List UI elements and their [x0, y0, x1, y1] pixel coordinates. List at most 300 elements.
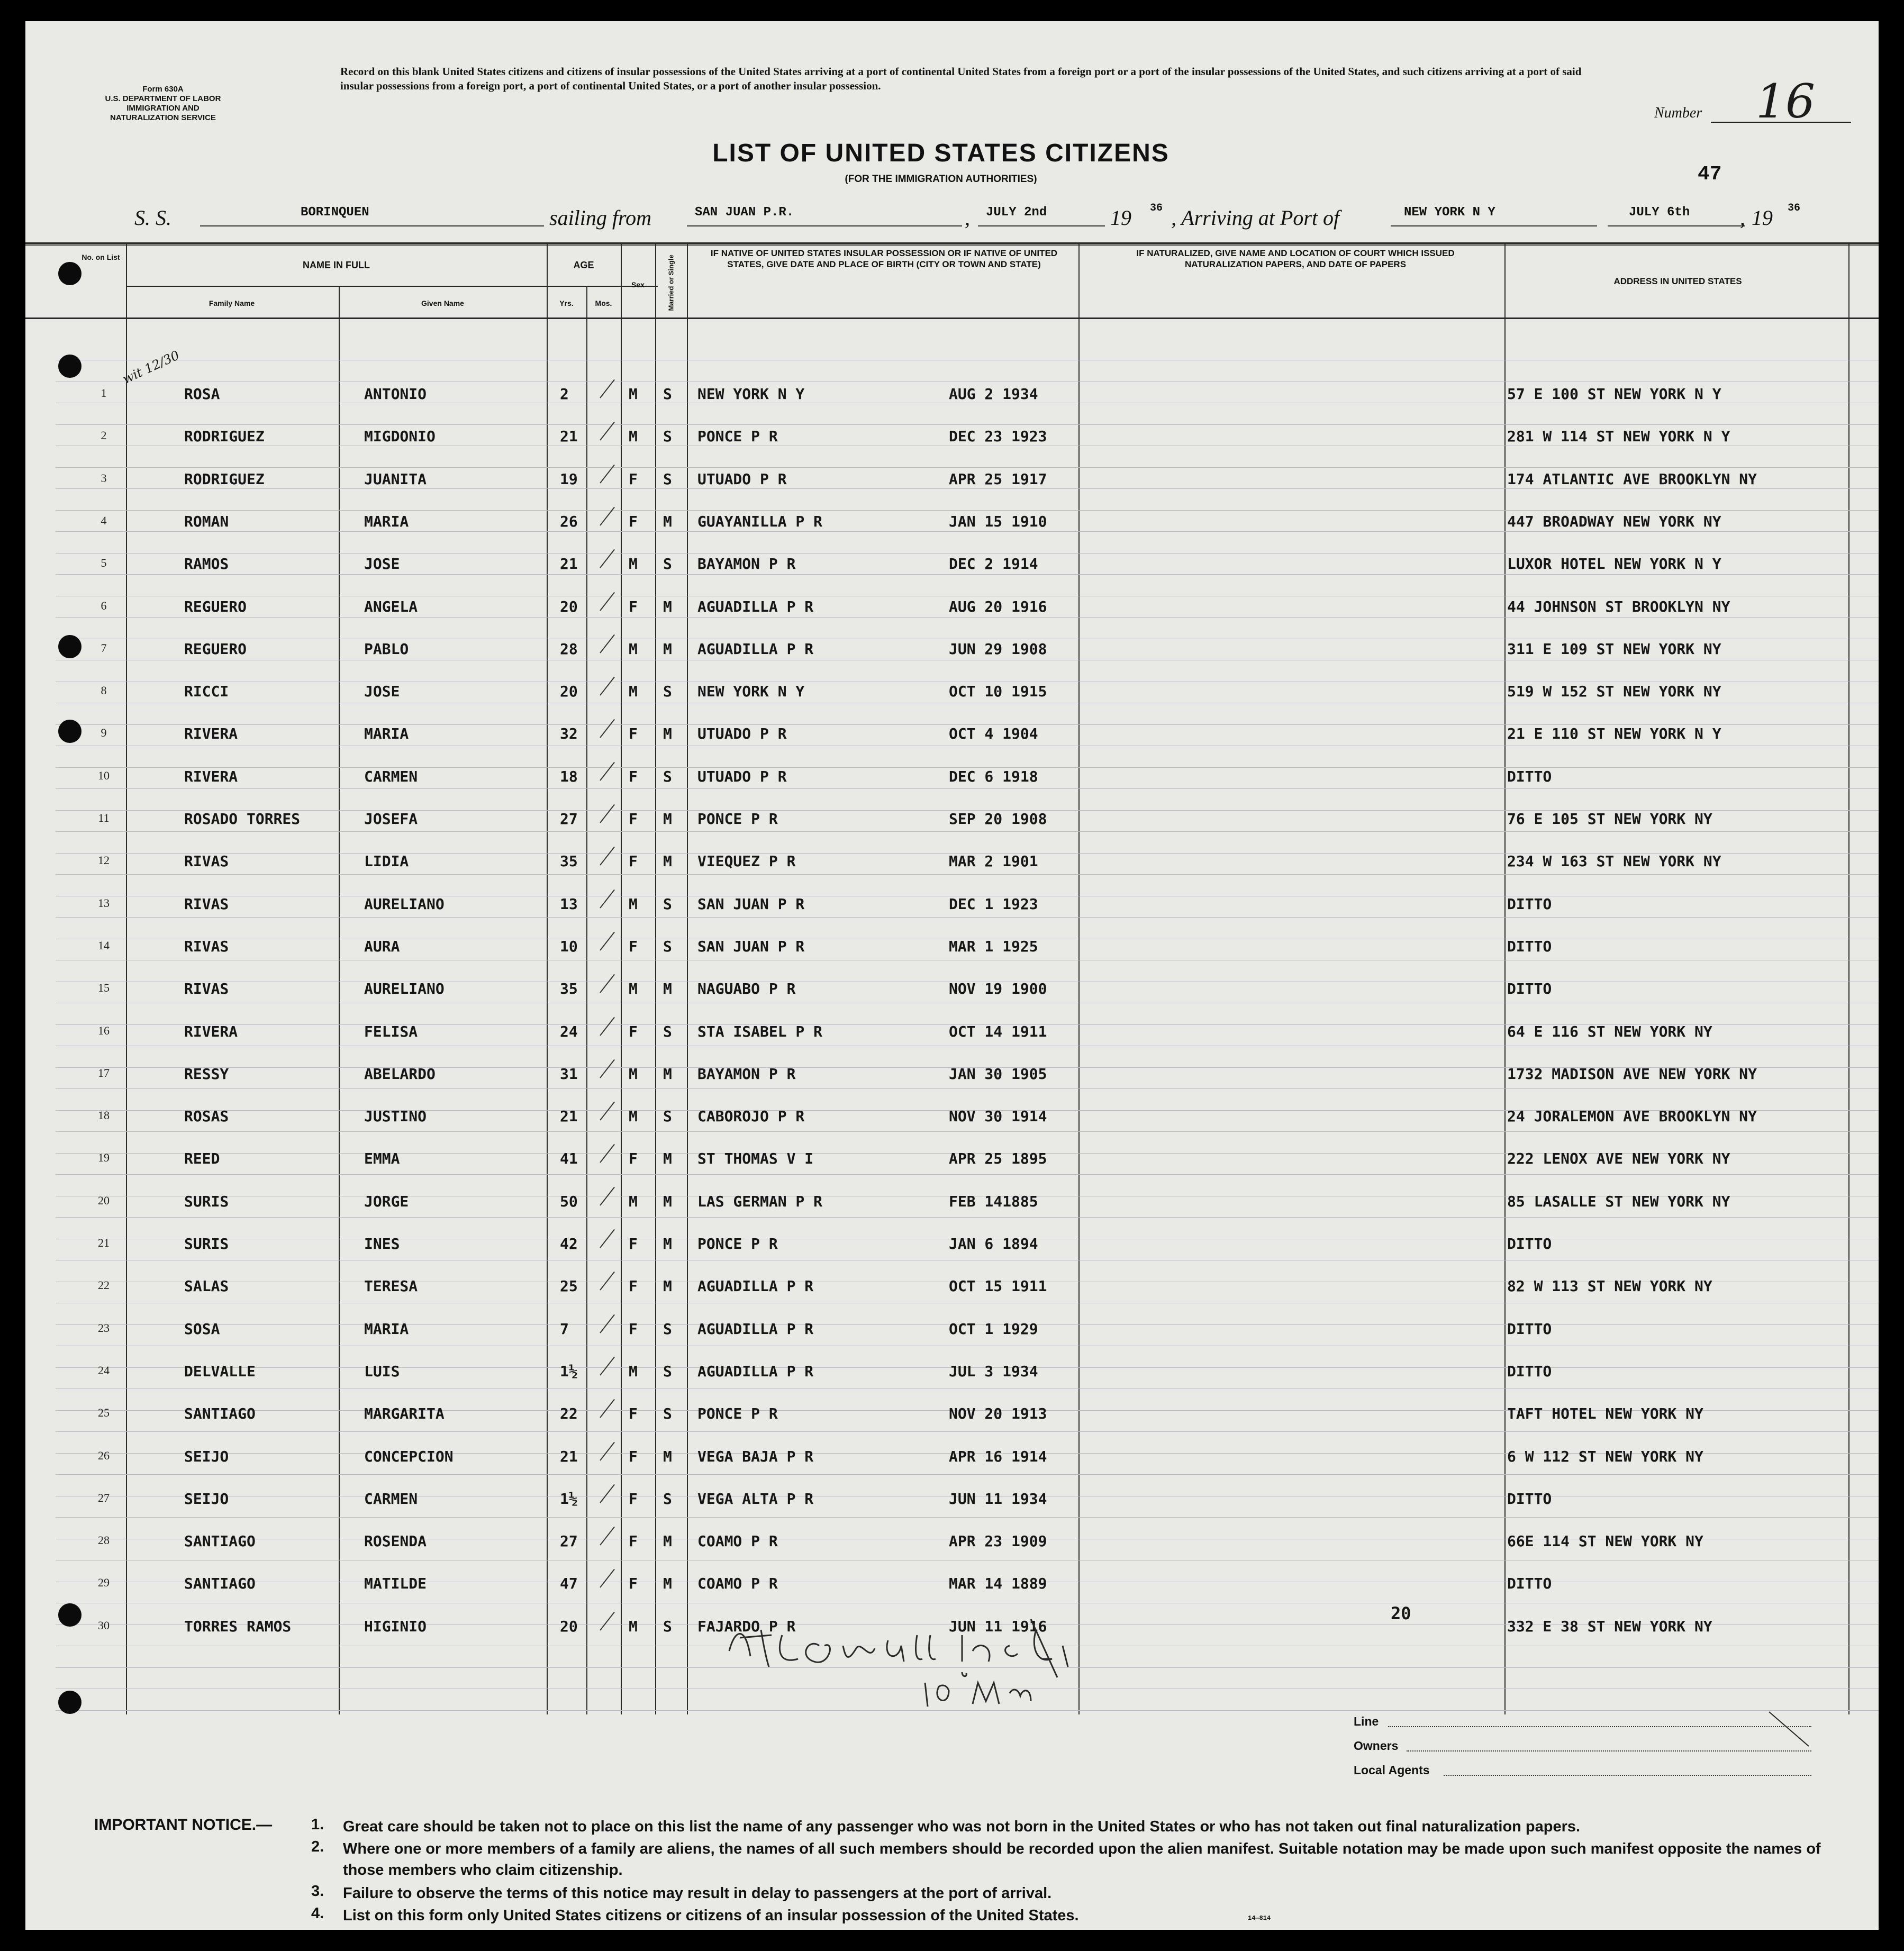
given-name: AURELIANO: [364, 980, 445, 997]
given-name: JOSEFA: [364, 810, 418, 828]
table-top-border-2: [25, 244, 1879, 246]
age-years: 26: [560, 513, 578, 530]
marital-status: M: [663, 1532, 672, 1550]
sex: M: [629, 640, 638, 658]
us-address: 85 LASALLE ST NEW YORK NY: [1507, 1193, 1730, 1210]
header-name-in-full: NAME IN FULL: [303, 260, 370, 270]
birth-place: SAN JUAN P R: [697, 895, 805, 913]
sex: F: [629, 1575, 638, 1592]
family-name: ROMAN: [184, 513, 229, 530]
ruled-line: [56, 1217, 1879, 1218]
given-name: INES: [364, 1235, 400, 1253]
ruled-line: [56, 831, 1879, 832]
age-subheader-line: [547, 286, 621, 287]
family-name: SEIJO: [184, 1448, 229, 1465]
row-number: 16: [98, 1024, 110, 1037]
check-mark: [600, 1272, 615, 1291]
us-address: 44 JOHNSON ST BROOKLYN NY: [1507, 598, 1730, 615]
birth-place: VEGA BAJA P R: [697, 1448, 814, 1465]
sex: M: [629, 555, 638, 573]
given-name: CARMEN: [364, 1490, 418, 1508]
birth-place: NEW YORK N Y: [697, 385, 805, 403]
family-name: ROSAS: [184, 1108, 229, 1125]
check-mark: [600, 592, 615, 611]
us-address: 519 W 152 ST NEW YORK NY: [1507, 683, 1721, 700]
marital-status: M: [663, 1448, 672, 1465]
us-address: 76 E 105 ST NEW YORK NY: [1507, 810, 1712, 828]
sail-date: JULY 2nd: [986, 205, 1047, 220]
given-name: CARMEN: [364, 768, 418, 785]
ruled-line: [56, 1088, 1879, 1089]
birth-place: AGUADILLA P R: [697, 640, 814, 658]
sex: F: [629, 598, 638, 615]
birth-place: AGUADILLA P R: [697, 1277, 814, 1295]
age-years: 21: [560, 1108, 578, 1125]
marital-status: M: [663, 1150, 672, 1167]
line-field[interactable]: [1388, 1726, 1811, 1727]
given-name: CONCEPCION: [364, 1448, 454, 1465]
birth-date: APR 23 1909: [949, 1532, 1047, 1550]
row-number: 21: [98, 1236, 110, 1249]
year-prefix: 19: [1110, 206, 1131, 230]
marital-status: M: [663, 1193, 672, 1210]
marital-status: M: [663, 1235, 672, 1253]
check-mark: [600, 890, 615, 909]
row-number: 29: [98, 1576, 110, 1589]
given-name: LUIS: [364, 1363, 400, 1380]
given-name: ABELARDO: [364, 1065, 436, 1083]
age-years: 1½: [560, 1363, 578, 1380]
col-divider-birth: [1078, 243, 1080, 1714]
given-name: PABLO: [364, 640, 409, 658]
sex: F: [629, 513, 638, 530]
birth-place: LAS GERMAN P R: [697, 1193, 823, 1210]
birth-date: DEC 2 1914: [949, 555, 1038, 573]
birth-place: BAYAMON P R: [697, 555, 796, 573]
us-address: 281 W 114 ST NEW YORK N Y: [1507, 428, 1730, 445]
check-mark: [600, 719, 615, 738]
sex: F: [629, 1320, 638, 1338]
birth-place: COAMO P R: [697, 1532, 778, 1550]
birth-date: APR 25 1895: [949, 1150, 1047, 1167]
stamp-47: 47: [1698, 163, 1722, 186]
birth-date: OCT 10 1915: [949, 683, 1047, 700]
punch-hole: [58, 720, 81, 743]
sex: M: [629, 428, 638, 445]
birth-place: BAYAMON P R: [697, 1065, 796, 1083]
row-number: 7: [101, 641, 107, 655]
ruled-line: [56, 1517, 1879, 1518]
birth-place: ST THOMAS V I: [697, 1150, 814, 1167]
service-line-1: IMMIGRATION AND: [126, 104, 200, 113]
check-mark: [600, 762, 615, 781]
manifest-sheet: [25, 21, 1879, 1930]
birth-date: AUG 2 1934: [949, 385, 1038, 403]
marital-status: M: [663, 852, 672, 870]
birth-place: PONCE P R: [697, 1405, 778, 1422]
age-years: 18: [560, 768, 578, 785]
given-name: AURA: [364, 938, 400, 955]
family-name: SALAS: [184, 1277, 229, 1295]
family-name: REED: [184, 1150, 220, 1167]
inspector-signature: [713, 1609, 1190, 1709]
birth-place: UTUADO P R: [697, 725, 787, 742]
arriving-label: , Arriving at Port of: [1171, 206, 1340, 230]
given-name: JOSE: [364, 683, 400, 700]
sex: F: [629, 938, 638, 955]
sex: F: [629, 768, 638, 785]
sex: M: [629, 980, 638, 997]
age-years: 21: [560, 555, 578, 573]
ship-name: BORINQUEN: [301, 205, 369, 220]
marital-status: S: [663, 385, 672, 403]
us-address: 234 W 163 ST NEW YORK NY: [1507, 852, 1721, 870]
birth-date: OCT 14 1911: [949, 1023, 1047, 1040]
marital-status: S: [663, 683, 672, 700]
us-address: LUXOR HOTEL NEW YORK N Y: [1507, 555, 1721, 573]
ruled-line: [56, 1710, 1879, 1711]
row-number: 26: [98, 1449, 110, 1462]
given-name: ANTONIO: [364, 385, 427, 403]
age-years: 20: [560, 598, 578, 615]
sex: F: [629, 810, 638, 828]
given-name: MIGDONIO: [364, 428, 436, 445]
sex: F: [629, 1490, 638, 1508]
row-number: 2: [101, 429, 107, 442]
age-years: 27: [560, 1532, 578, 1550]
family-name: RIVAS: [184, 852, 229, 870]
us-address: 6 W 112 ST NEW YORK NY: [1507, 1448, 1703, 1465]
local-agents-field[interactable]: [1444, 1775, 1811, 1776]
print-code: 14—814: [1248, 1914, 1271, 1922]
age-years: 35: [560, 852, 578, 870]
sex: F: [629, 470, 638, 488]
birth-place: UTUADO P R: [697, 470, 787, 488]
birth-date: DEC 6 1918: [949, 768, 1038, 785]
age-years: 7: [560, 1320, 569, 1338]
marital-status: S: [663, 1320, 672, 1338]
age-years: 42: [560, 1235, 578, 1253]
given-name: LIDIA: [364, 852, 409, 870]
birth-place: NAGUABO P R: [697, 980, 796, 997]
check-mark: [600, 1102, 615, 1121]
age-years: 27: [560, 810, 578, 828]
service-line-2: NATURALIZATION SERVICE: [110, 113, 216, 122]
birth-date: NOV 30 1914: [949, 1108, 1047, 1125]
birth-place: UTUADO P R: [697, 768, 787, 785]
family-name: DELVALLE: [184, 1363, 256, 1380]
row-number: 20: [98, 1194, 110, 1207]
arrival-date: JULY 6th: [1629, 205, 1690, 220]
col-divider-no: [126, 243, 127, 1714]
sex: F: [629, 1448, 638, 1465]
birth-date: JAN 30 1905: [949, 1065, 1047, 1083]
marital-status: S: [663, 768, 672, 785]
notice-heading: IMPORTANT NOTICE.—: [94, 1816, 273, 1834]
local-agents-label: Local Agents: [1354, 1763, 1430, 1777]
row-number: 3: [101, 471, 107, 485]
check-mark: [600, 1059, 615, 1078]
family-name: TORRES RAMOS: [184, 1618, 292, 1635]
sex: F: [629, 1235, 638, 1253]
birth-date: OCT 1 1929: [949, 1320, 1038, 1338]
us-address: DITTO: [1507, 938, 1552, 955]
family-name: SURIS: [184, 1235, 229, 1253]
notice-item-4: List on this form only United States citizens or citizens of an insular possession of the United States.: [343, 1907, 1079, 1924]
ruled-line: [56, 467, 1879, 468]
age-years: 20: [560, 683, 578, 700]
row-number: 25: [98, 1406, 110, 1419]
age-years: 28: [560, 640, 578, 658]
marital-status: S: [663, 1405, 672, 1422]
notice-num-3: 3.: [311, 1883, 324, 1900]
birth-place: SAN JUAN P R: [697, 938, 805, 955]
ruled-line: [56, 424, 1879, 425]
birth-date: OCT 4 1904: [949, 725, 1038, 742]
us-address: 332 E 38 ST NEW YORK NY: [1507, 1618, 1712, 1635]
us-address: TAFT HOTEL NEW YORK NY: [1507, 1405, 1703, 1422]
arrival-port: NEW YORK N Y: [1404, 205, 1495, 220]
birth-date: JUN 11 1934: [949, 1490, 1047, 1508]
given-name: MARGARITA: [364, 1405, 445, 1422]
check-mark: [600, 1442, 615, 1461]
ruled-line: [56, 531, 1879, 532]
header-given-name: Given Name: [421, 299, 464, 307]
birth-place: PONCE P R: [697, 1235, 778, 1253]
birth-date: NOV 19 1900: [949, 980, 1047, 997]
age-years: 50: [560, 1193, 578, 1210]
marital-status: M: [663, 980, 672, 997]
given-name: ANGELA: [364, 598, 418, 615]
us-address: DITTO: [1507, 1363, 1552, 1380]
us-address: 311 E 109 ST NEW YORK NY: [1507, 640, 1721, 658]
col-divider-yrs: [586, 286, 587, 1714]
ss-label: S. S.: [134, 206, 171, 230]
from-port: SAN JUAN P.R.: [695, 205, 794, 220]
check-mark: [600, 1612, 615, 1631]
family-name: ROSA: [184, 385, 220, 403]
age-years: 35: [560, 980, 578, 997]
birth-date: MAR 14 1889: [949, 1575, 1047, 1592]
pen-stroke: [1766, 1709, 1819, 1752]
sex: M: [629, 1618, 638, 1635]
birth-date: MAR 1 1925: [949, 938, 1038, 955]
check-mark: [600, 932, 615, 951]
us-address: DITTO: [1507, 1575, 1552, 1592]
ruled-line: [56, 488, 1879, 489]
marital-status: S: [663, 555, 672, 573]
row-number: 28: [98, 1533, 110, 1547]
row-number: 9: [101, 726, 107, 739]
age-years: 1½: [560, 1490, 578, 1508]
us-address: 57 E 100 ST NEW YORK N Y: [1507, 385, 1721, 403]
row-number: 17: [98, 1066, 110, 1079]
check-mark: [600, 1569, 615, 1588]
department: U.S. DEPARTMENT OF LABOR: [105, 94, 221, 103]
birth-place: AGUADILLA P R: [697, 1363, 814, 1380]
punch-hole: [58, 262, 81, 285]
marital-status: M: [663, 1065, 672, 1083]
sail-year: 36: [1150, 202, 1163, 214]
birth-date: APR 25 1917: [949, 470, 1047, 488]
row-number: 22: [98, 1278, 110, 1292]
header-address: ADDRESS IN UNITED STATES: [1613, 276, 1742, 286]
punch-hole: [58, 1603, 81, 1627]
sex: F: [629, 852, 638, 870]
owners-field[interactable]: [1407, 1750, 1811, 1752]
family-name: SANTIAGO: [184, 1575, 256, 1592]
form-number: Form 630A: [142, 85, 184, 94]
marital-status: M: [663, 598, 672, 615]
age-years: 10: [560, 938, 578, 955]
us-address: DITTO: [1507, 1320, 1552, 1338]
check-mark: [600, 1399, 615, 1418]
ruled-line: [56, 617, 1879, 618]
row-number: 6: [101, 599, 107, 612]
sex: M: [629, 895, 638, 913]
birth-date: AUG 20 1916: [949, 598, 1047, 615]
col-divider-age: [621, 243, 622, 1714]
us-address: DITTO: [1507, 1490, 1552, 1508]
us-address: 64 E 116 ST NEW YORK NY: [1507, 1023, 1712, 1040]
age-years: 13: [560, 895, 578, 913]
age-years: 31: [560, 1065, 578, 1083]
marital-status: M: [663, 640, 672, 658]
sail-date-underline: [978, 225, 1105, 226]
us-address: 24 JORALEMON AVE BROOKLYN NY: [1507, 1108, 1757, 1125]
punch-hole: [58, 355, 81, 378]
age-years: 21: [560, 1448, 578, 1465]
row-number: 5: [101, 556, 107, 569]
row-number: 10: [98, 769, 110, 782]
marital-status: S: [663, 1618, 672, 1635]
birth-date: JAN 15 1910: [949, 513, 1047, 530]
birth-place: AGUADILLA P R: [697, 598, 814, 615]
form-id-block: [73, 85, 253, 123]
given-name: FELISA: [364, 1023, 418, 1040]
family-name: SANTIAGO: [184, 1532, 256, 1550]
ship-underline: [200, 225, 544, 226]
table-top-border: [25, 242, 1879, 244]
check-mark: [600, 1527, 615, 1546]
sex: M: [629, 1108, 638, 1125]
col-divider-given: [547, 243, 548, 1714]
family-name: RIVAS: [184, 895, 229, 913]
family-name: RIVAS: [184, 938, 229, 955]
page-title: LIST OF UNITED STATES CITIZENS: [712, 139, 1169, 167]
family-name: REGUERO: [184, 598, 247, 615]
us-address: 174 ATLANTIC AVE BROOKLYN NY: [1507, 470, 1757, 488]
notice-num-4: 4.: [311, 1905, 324, 1922]
marital-status: S: [663, 470, 672, 488]
punch-hole: [58, 635, 81, 658]
total-count: 20: [1391, 1603, 1411, 1623]
birth-place: PONCE P R: [697, 810, 778, 828]
age-years: 47: [560, 1575, 578, 1592]
birth-place: VEGA ALTA P R: [697, 1490, 814, 1508]
given-name: EMMA: [364, 1150, 400, 1167]
birth-date: DEC 1 1923: [949, 895, 1038, 913]
list-number: 16: [1756, 74, 1815, 129]
header-mos: Mos.: [595, 299, 612, 307]
family-name: RIVERA: [184, 768, 238, 785]
age-years: 25: [560, 1277, 578, 1295]
age-years: 19: [560, 470, 578, 488]
marital-status: S: [663, 1108, 672, 1125]
age-years: 21: [560, 428, 578, 445]
row-number: 14: [98, 939, 110, 952]
family-name: SURIS: [184, 1193, 229, 1210]
marital-status: M: [663, 1575, 672, 1592]
given-name: AURELIANO: [364, 895, 445, 913]
row-number: 8: [101, 684, 107, 697]
header-family-name: Family Name: [208, 299, 255, 307]
family-name: RIVAS: [184, 980, 229, 997]
given-name: MARIA: [364, 725, 409, 742]
notice-item-1: Great care should be taken not to place on this list the name of any passenger who was not born in the United States or who has not taken out final naturalization papers.: [343, 1818, 1581, 1835]
row-number: 27: [98, 1491, 110, 1504]
birth-place: PONCE P R: [697, 428, 778, 445]
header-bottom-border: [25, 317, 1879, 319]
header-sex: Sex: [631, 280, 645, 289]
check-mark: [600, 549, 615, 568]
us-address: DITTO: [1507, 895, 1552, 913]
check-mark: [600, 847, 615, 866]
family-name: RODRIGUEZ: [184, 470, 265, 488]
header-married-single: Married or Single: [667, 255, 675, 311]
family-name: SANTIAGO: [184, 1405, 256, 1422]
birth-date: NOV 20 1913: [949, 1405, 1047, 1422]
check-mark: [600, 804, 615, 823]
given-name: JUANITA: [364, 470, 427, 488]
given-name: MARIA: [364, 1320, 409, 1338]
row-number: 1: [101, 386, 107, 400]
header-birth: IF NATIVE OF UNITED STATES INSULAR POSSESSION OR IF NATIVE OF UNITED STATES, GIVE DATE AND PLACE OF BIRTH (CITY OR TOWN AND STATE): [710, 248, 1058, 269]
marital-status: M: [663, 810, 672, 828]
ruled-line: [56, 1474, 1879, 1475]
us-address: 21 E 110 ST NEW YORK N Y: [1507, 725, 1721, 742]
col-divider-sex: [655, 243, 656, 1714]
birth-place: FAJARDO P R: [697, 1618, 796, 1635]
check-mark: [600, 379, 615, 398]
sex: M: [629, 1193, 638, 1210]
sex: F: [629, 1405, 638, 1422]
sex: M: [629, 683, 638, 700]
check-mark: [600, 1314, 615, 1333]
notice-num-2: 2.: [311, 1838, 324, 1855]
marital-status: S: [663, 938, 672, 955]
preamble-text: Record on this blank United States citizens and citizens of insular possessions of the United States arriving at a port of continental United States from a foreign port or a port of the insular possessions of the United States, and such citizens arriving at a port of said insular possessions from a foreign port, a port of continental United States, or a port of another insular possession.: [340, 65, 1582, 92]
birth-place: COAMO P R: [697, 1575, 778, 1592]
col-divider-right: [1848, 243, 1849, 1714]
ruled-line: [56, 574, 1879, 575]
sex: M: [629, 385, 638, 403]
age-years: 22: [560, 1405, 578, 1422]
marital-status: S: [663, 428, 672, 445]
birth-date: OCT 15 1911: [949, 1277, 1047, 1295]
row-number: 19: [98, 1151, 110, 1164]
family-name: ROSADO TORRES: [184, 810, 301, 828]
col-divider-family: [339, 286, 340, 1714]
us-address: DITTO: [1507, 1235, 1552, 1253]
birth-place: STA ISABEL P R: [697, 1023, 823, 1040]
given-name: TERESA: [364, 1277, 418, 1295]
family-name: RAMOS: [184, 555, 229, 573]
given-name: ROSENDA: [364, 1532, 427, 1550]
birth-date: JUN 29 1908: [949, 640, 1047, 658]
us-address: 82 W 113 ST NEW YORK NY: [1507, 1277, 1712, 1295]
notice-item-3: Failure to observe the terms of this notice may result in delay to passengers at the port of arrival.: [343, 1885, 1052, 1902]
